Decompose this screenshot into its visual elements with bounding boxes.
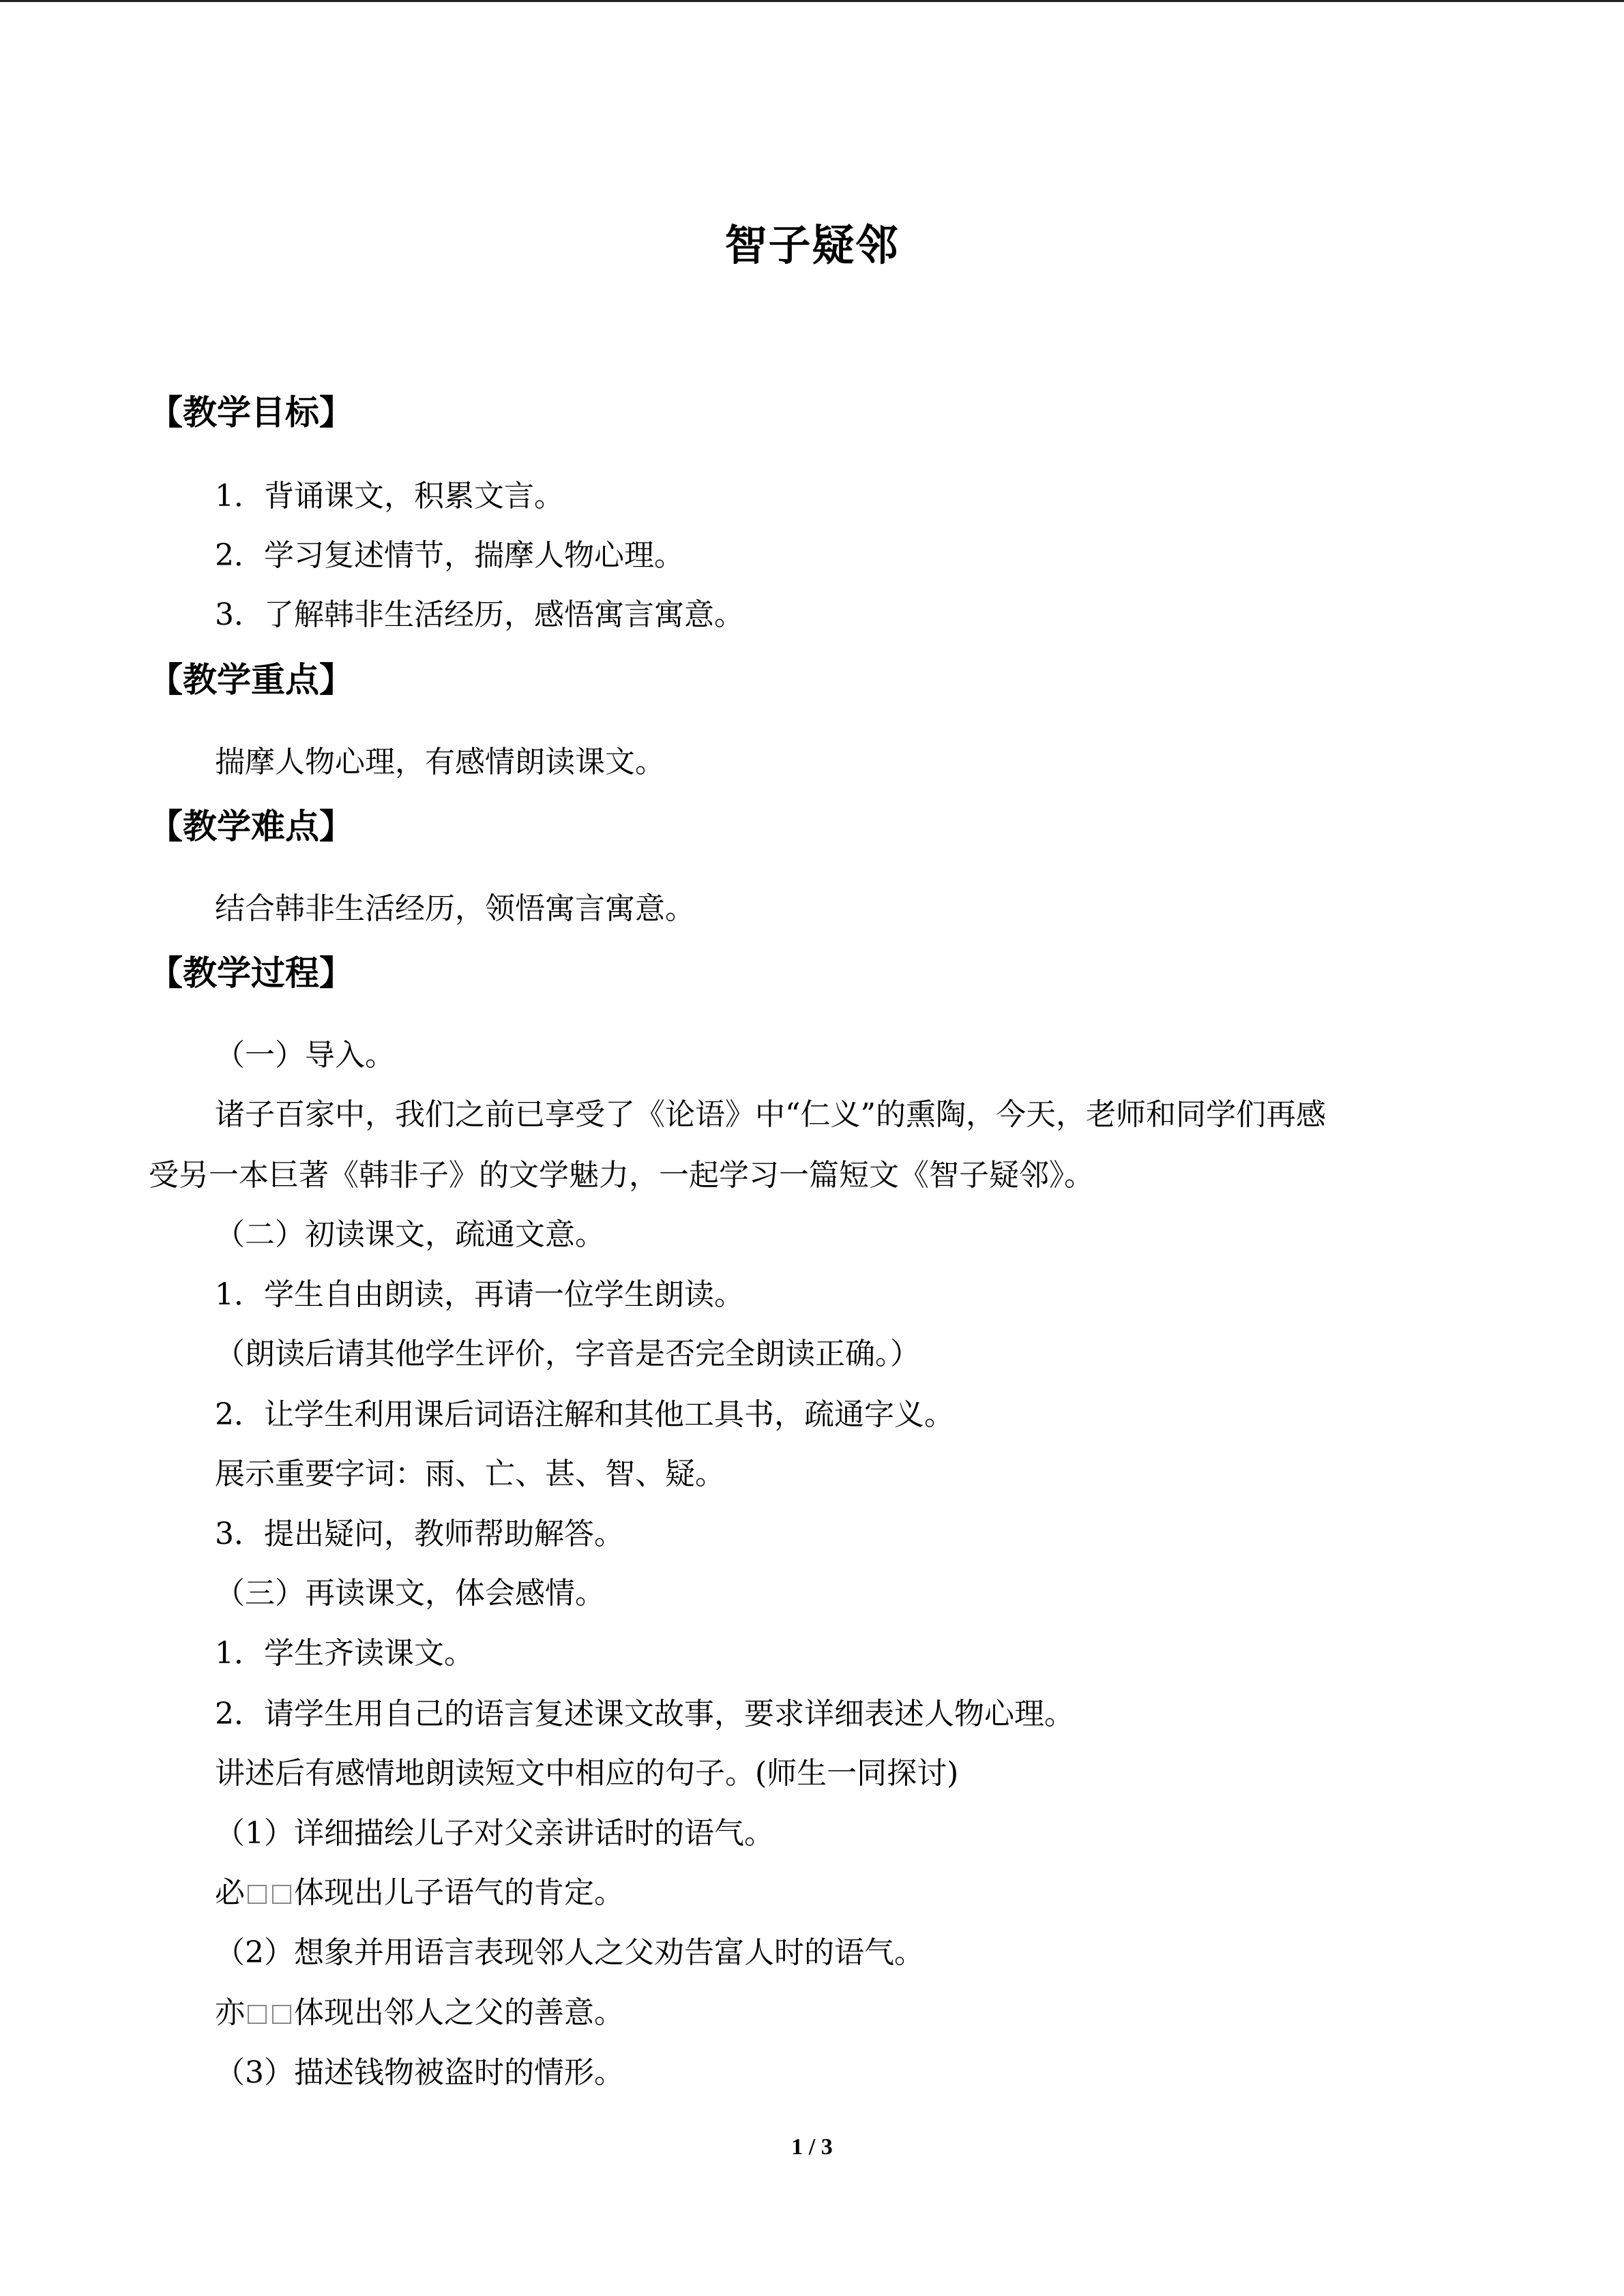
- section-heading-key-points: 【教学重点】: [149, 660, 353, 700]
- process-line: 2．让学生利用课后词语注解和其他工具书，疏通字义。: [215, 1397, 954, 1432]
- section-heading-goals: 【教学目标】: [149, 393, 353, 432]
- line-prefix: 亦: [215, 1995, 245, 2030]
- line-suffix: 体现出儿子语气的肯定。: [294, 1875, 624, 1910]
- blank-placeholder-boxes: [245, 1994, 294, 2032]
- process-line: 1．学生自由朗读，再请一位学生朗读。: [215, 1277, 744, 1312]
- process-line: 2．请学生用自己的语言复述课文故事，要求详细表述人物心理。: [215, 1697, 1074, 1731]
- blank-placeholder-boxes: [245, 1874, 294, 1912]
- goal-item-3: 3．了解韩非生活经历，感悟寓言寓意。: [215, 597, 744, 632]
- page-number: 1 / 3: [791, 2134, 833, 2160]
- goal-item-2: 2．学习复述情节，揣摩人物心理。: [215, 538, 684, 573]
- process-line: 3．提出疑问，教师帮助解答。: [215, 1517, 624, 1551]
- section-heading-difficulties: 【教学难点】: [149, 807, 353, 846]
- blank-box-icon: [248, 2005, 267, 2024]
- process-line: 受另一本巨著《韩非子》的文学魅力，一起学习一篇短文《智子疑邻》。: [149, 1158, 1094, 1193]
- process-line: （3）描述钱物被盗时的情形。: [215, 2055, 624, 2090]
- document-title: 智子疑邻: [724, 220, 900, 270]
- process-line: （一）导入。: [215, 1038, 395, 1073]
- line-suffix: 体现出邻人之父的善意。: [294, 1995, 624, 2030]
- process-line: （三）再读课文，体会感情。: [215, 1576, 605, 1611]
- process-line: （朗读后请其他学生评价，字音是否完全朗读正确。）: [215, 1337, 920, 1371]
- key-points-text: 揣摩人物心理，有感情朗读课文。: [215, 745, 665, 779]
- process-line: 1．学生齐读课文。: [215, 1636, 474, 1671]
- process-line: （2）想象并用语言表现邻人之父劝告富人时的语气。: [215, 1935, 924, 1970]
- section-heading-process: 【教学过程】: [149, 953, 353, 993]
- blank-box-icon: [272, 2005, 291, 2024]
- goal-item-1: 1．背诵课文，积累文言。: [215, 479, 564, 513]
- process-line: （二）初读课文，疏通文意。: [215, 1217, 605, 1252]
- process-line: 讲述后有感情地朗读短文中相应的句子。(师生一同探讨): [215, 1756, 959, 1791]
- blank-box-icon: [272, 1885, 291, 1904]
- process-line-with-placeholder: [215, 1874, 624, 1912]
- page-top-border: [0, 0, 1624, 2]
- process-line-with-placeholder: [215, 1994, 624, 2032]
- blank-box-icon: [248, 1885, 267, 1904]
- line-prefix: 必: [215, 1875, 245, 1910]
- process-line: 诸子百家中，我们之前已享受了《论语》中“仁义”的熏陶，今天，老师和同学们再感: [215, 1097, 1326, 1132]
- process-line: （1）详细描绘儿子对父亲讲话时的语气。: [215, 1816, 774, 1851]
- process-line: 展示重要字词：雨、亡、甚、智、疑。: [215, 1457, 725, 1491]
- difficulties-text: 结合韩非生活经历，领悟寓言寓意。: [215, 891, 695, 926]
